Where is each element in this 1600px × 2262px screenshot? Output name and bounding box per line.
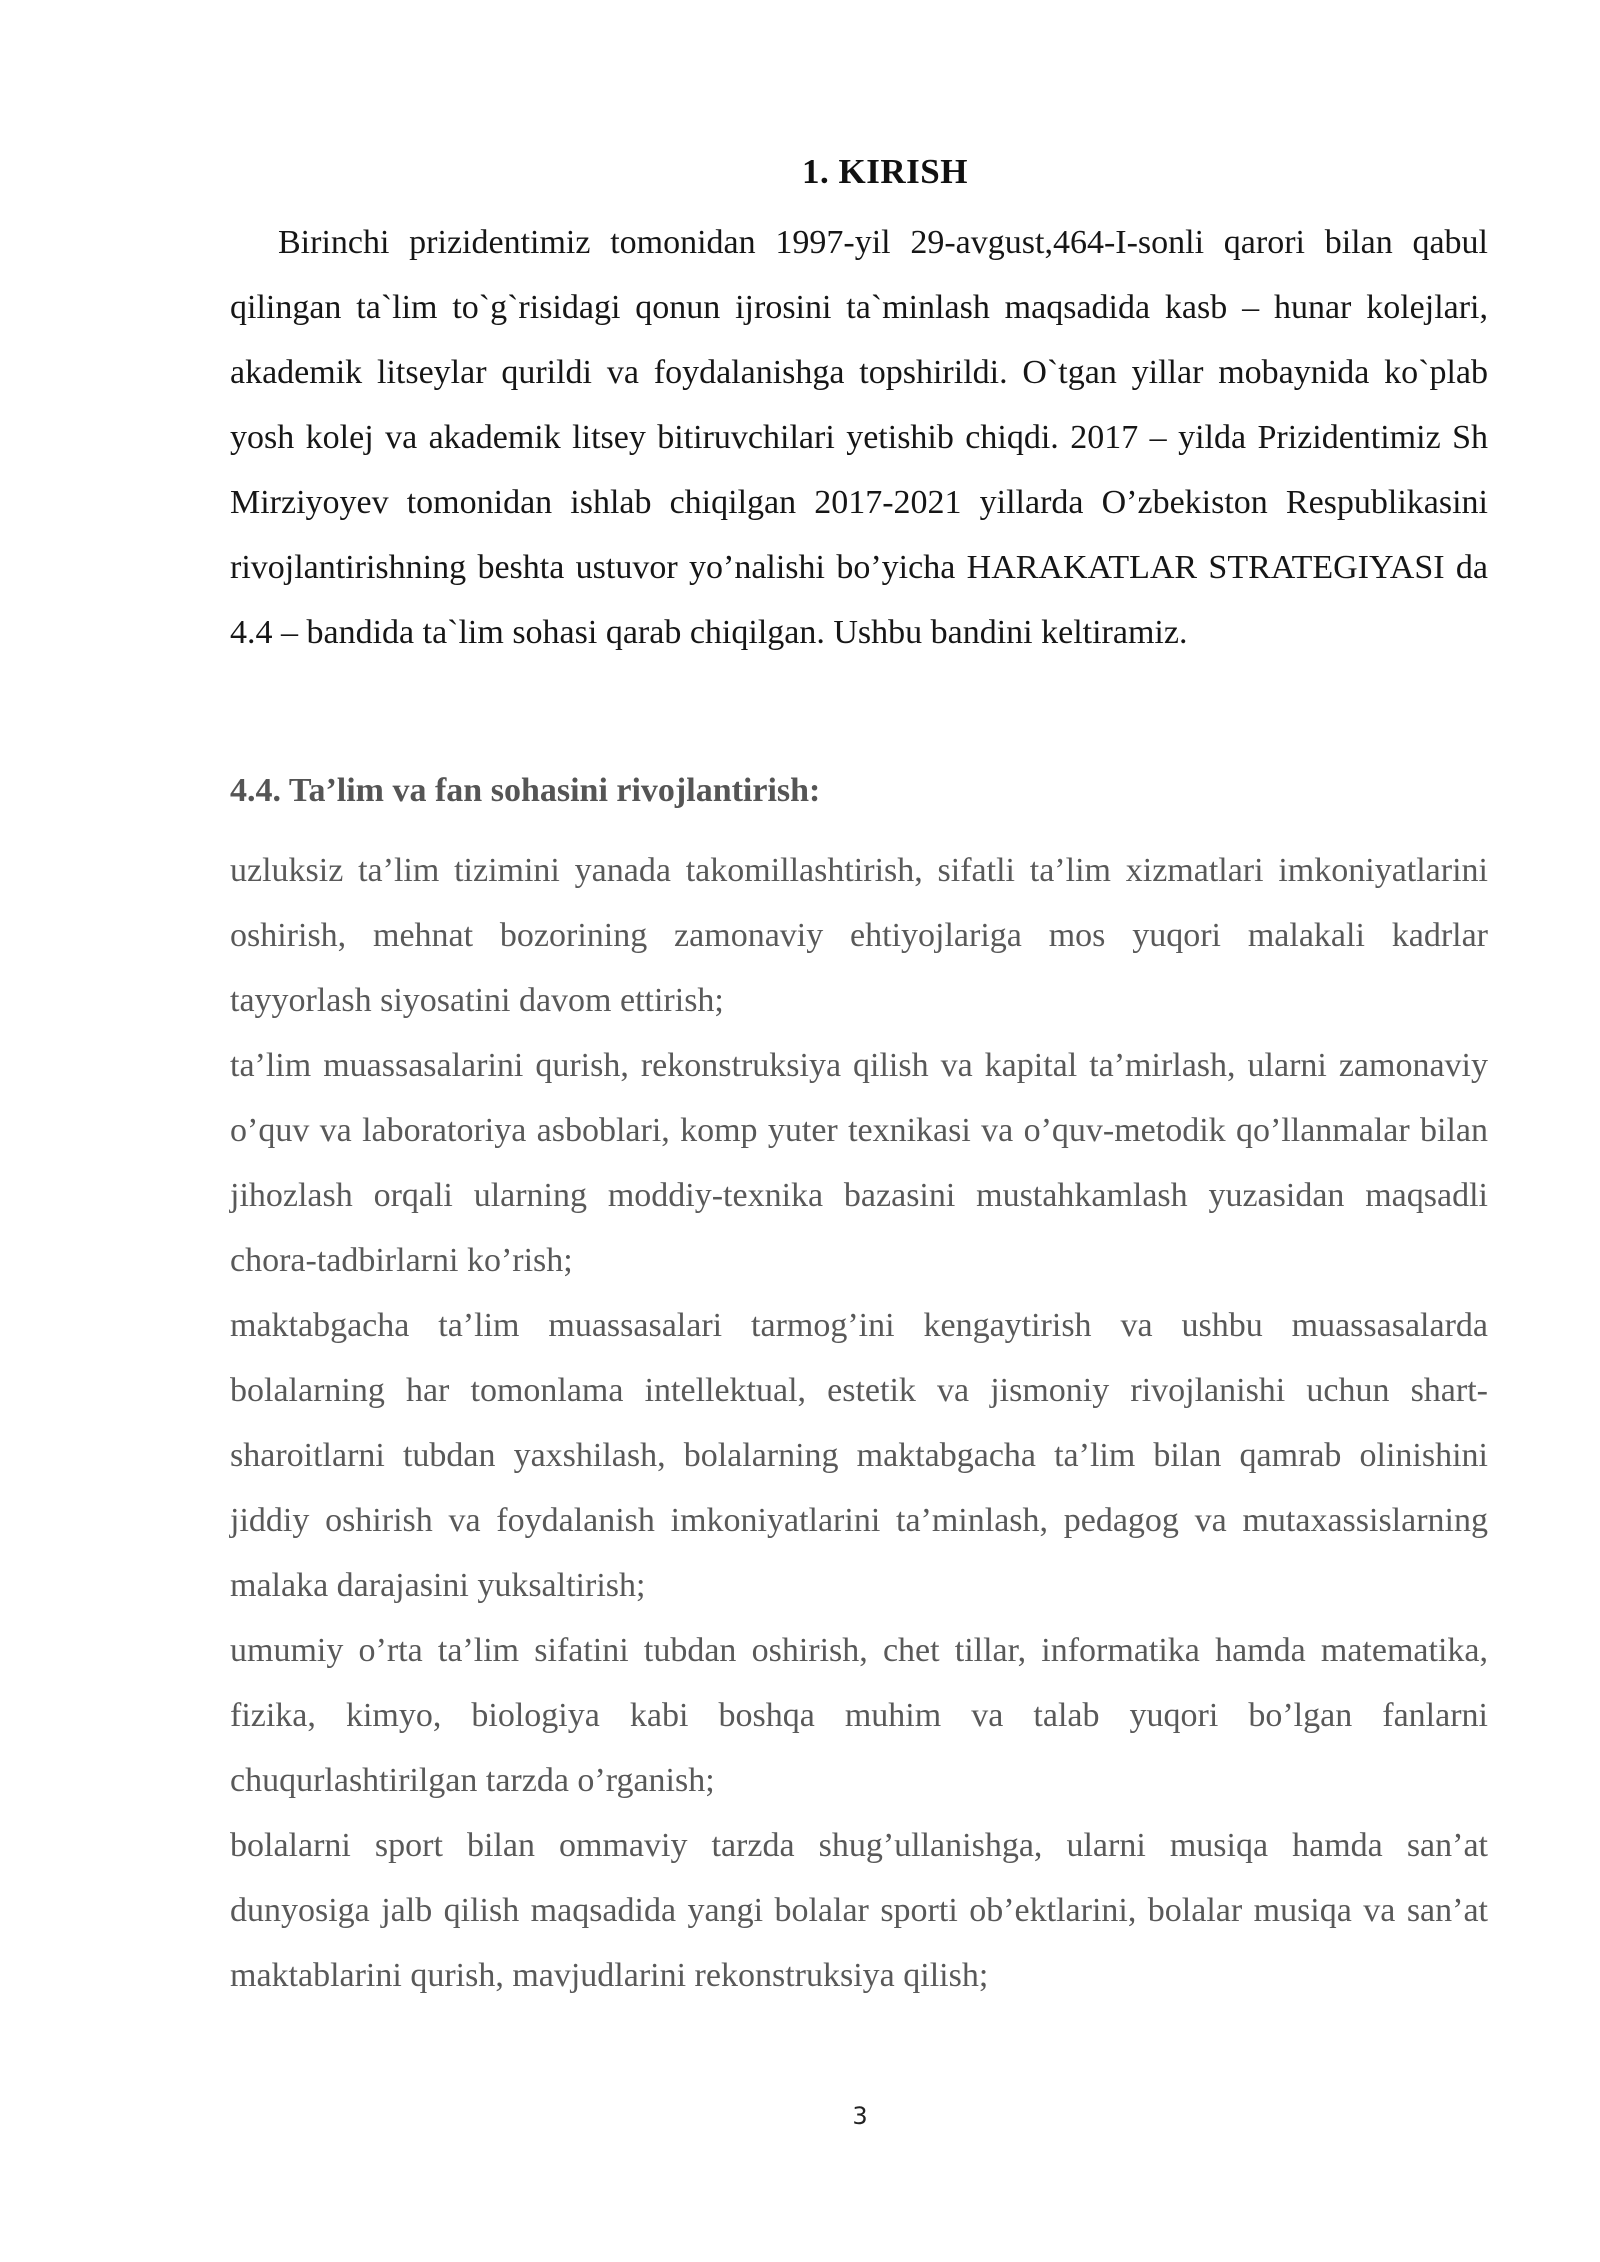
list-item: bolalarni sport bilan ommaviy tarzda shug’ullanishga, ularni musiqa hamda san’at dunyosiga jalb qilish maqsadida yangi bolalar sporti ob’ektlarini, bolalar musiqa va san’at maktablarini qurish, mavjudlarini rekonstruksiya qilish; [230,1827,1488,1994]
section-body [230,838,1488,2008]
intro-text: Birinchi prizidentimiz tomonidan 1997-yil 29-avgust,464-I-sonli qarori bilan qabul qilingan ta`lim to`g`risidagi qonun ijrosini ta`minlash maqsadida kasb – hunar kolejlari, akademik litseylar qurildi va foydalanishga topshirildi. O`tgan yillar mobaynida ko`plab yosh kolej va akademik litsey bitiruvchilari yetishib chiqdi. 2017 – yilda Prizidentimiz Sh Mirziyoyev tomonidan ishlab chiqilgan 2017-2021 yillarda O’zbekiston Respublikasini rivojlantirishning beshta ustuvor yo’nalishi bo’yicha HARAKATLAR STRATEGIYASI da 4.4 – bandida ta`lim sohasi qarab chiqilgan. Ushbu bandini keltiramiz. [230,224,1488,651]
section-title: 4.4. Ta’lim va fan sohasini rivojlantirish: [230,772,821,809]
list-item: maktabgacha ta’lim muassasalari tarmog’ini kengaytirish va ushbu muassasalarda bolalarning har tomonlama intellektual, estetik va jismoniy rivojlanishi uchun shart-sharoitlarni tubdan yaxshilash, bolalarning maktabgacha ta’lim bilan qamrab olinishini jiddiy oshirish va foydalanish imkoniyatlarini ta’minlash, pedagog va mutaxassislarning malaka darajasini yuksaltirish; [230,1307,1488,1604]
intro-paragraph [230,210,1488,665]
list-item: umumiy o’rta ta’lim sifatini tubdan oshirish, chet tillar, informatika hamda matematika, fizika, kimyo, biologiya kabi boshqa muhim va talab yuqori bo’lgan fanlarni chuqurlashtirilgan tarzda o’rganish; [230,1632,1488,1799]
list-item: ta’lim muassasalarini qurish, rekonstruksiya qilish va kapital ta’mirlash, ularni zamonaviy o’quv va laboratoriya asboblari, komp yuter texnikasi va o’quv-metodik qo’llanmalar bilan jihozlash orqali ularning moddiy-texnika bazasini mustahkamlash yuzasidan maqsadli chora-tadbirlarni ko’rish; [230,1047,1488,1279]
list-item: uzluksiz ta’lim tizimini yanada takomillashtirish, sifatli ta’lim xizmatlari imkoniyatlarini oshirish, mehnat bozorining zamonaviy ehtiyojlariga mos yuqori malakali kadrlar tayyorlash siyosatini davom ettirish; [230,852,1488,1019]
page-number: 3 [852,2102,868,2130]
page-title: 1. KIRISH [802,152,968,191]
